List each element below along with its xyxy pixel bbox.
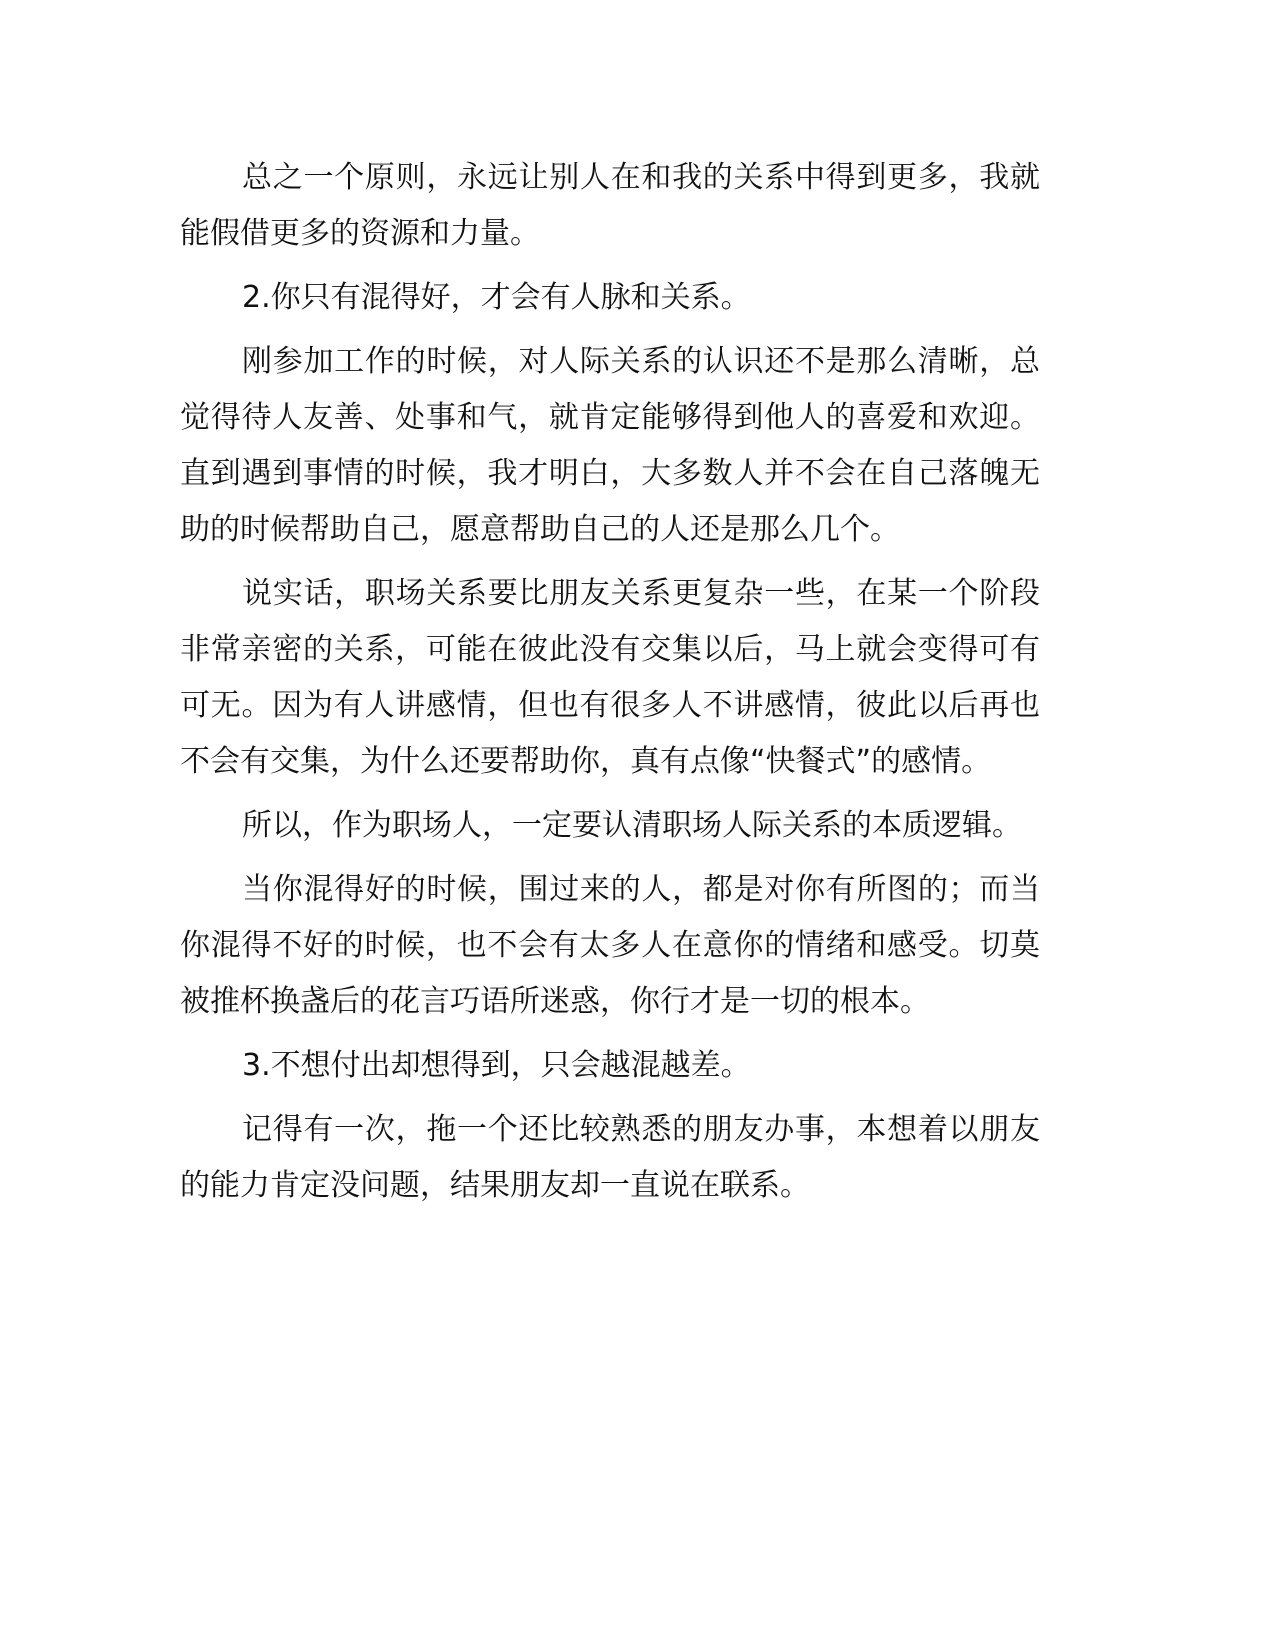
paragraph-remember-once: 记得有一次，拖一个还比较熟悉的朋友办事，本想着以朋友的能力肯定没问题，结果朋友却一直说在联系。 bbox=[180, 1112, 1040, 1203]
document-body bbox=[180, 150, 1040, 1222]
paragraph-workplace-relations: 说实话，职场关系要比朋友关系更复杂一些，在某一个阶段非常亲密的关系，可能在彼此没有交集以后，马上就会变得可有可无。因为有人讲感情，但也有很多人不讲感情，彼此以后再也不会有交集，为什么还要帮助你，真有点像“快餐式”的感情。 bbox=[180, 576, 1040, 779]
heading-point-3: 3.不想付出却想得到，只会越混越差。 bbox=[242, 1048, 751, 1083]
heading-point-2: 2.你只有混得好，才会有人脉和关系。 bbox=[242, 280, 751, 315]
paragraph-principle: 总之一个原则，永远让别人在和我的关系中得到更多，我就能假借更多的资源和力量。 bbox=[180, 160, 1040, 251]
paragraph-first-job: 刚参加工作的时候，对人际关系的认识还不是那么清晰，总觉得待人友善、处事和气，就肯定能够得到他人的喜爱和欢迎。直到遇到事情的时候，我才明白，大多数人并不会在自己落魄无助的时候帮助自己，愿意帮助自己的人还是那么几个。 bbox=[180, 344, 1040, 547]
paragraph-when-doing-well: 当你混得好的时候，围过来的人，都是对你有所图的；而当你混得不好的时候，也不会有太多人在意你的情绪和感受。切莫被推杯换盏后的花言巧语所迷惑，你行才是一切的根本。 bbox=[180, 872, 1040, 1019]
paragraph-so: 所以，作为职场人，一定要认清职场人际关系的本质逻辑。 bbox=[242, 808, 1022, 843]
